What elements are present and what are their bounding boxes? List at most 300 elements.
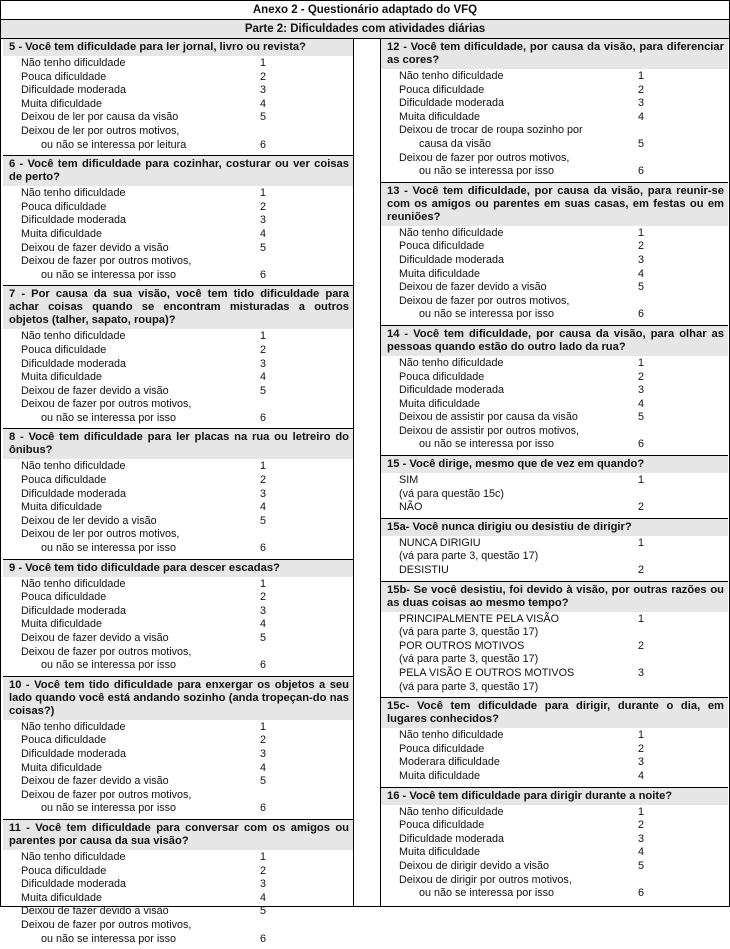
answer-option: [387, 474, 724, 488]
option-label: Deixou de fazer devido a visão: [21, 905, 169, 918]
answer-option: [9, 775, 349, 789]
option-label: Muita dificuldade: [21, 97, 103, 110]
option-label: Não tenho dificuldade: [399, 805, 504, 818]
option-code: 3: [637, 756, 644, 769]
option-label: Muita dificuldade: [399, 267, 481, 280]
option-code: 1: [637, 474, 644, 487]
option-label: Pouca dificuldade: [21, 591, 107, 604]
answer-option: [387, 846, 724, 860]
question-block: [3, 429, 353, 559]
answer-option: [9, 865, 349, 879]
question-text: 10 - Você tem tido dificuldade para enxergar os objetos a seu lado quando você está andando sozinho (anda tropeçan-do nas coisas?): [3, 677, 353, 720]
option-label: Não tenho dificuldade: [21, 57, 126, 69]
question-block: [3, 39, 353, 156]
option-label: Muita dificuldade: [399, 769, 481, 782]
option-code: 4: [637, 397, 644, 410]
option-label: Muita dificuldade: [21, 227, 103, 240]
option-code: 3: [259, 604, 266, 617]
answer-option: [9, 187, 349, 201]
question-text: 13 - Você tem dificuldade, por causa da visão, para reunir-se com os amigos ou parentes em suas casas, em festas ou em reuniões?: [381, 183, 728, 226]
answer-option: [9, 632, 349, 646]
option-label: Pouca dificuldade: [399, 370, 485, 383]
answer-option: [9, 515, 349, 529]
answer-option: [9, 98, 349, 112]
option-label: Deixou de fazer devido a visão: [21, 632, 169, 644]
option-code: 4: [259, 761, 266, 774]
question-block: [381, 788, 728, 904]
answer-option: [387, 564, 724, 578]
option-label: Dificuldade moderada: [399, 832, 505, 845]
answer-option: [9, 578, 349, 592]
option-code: 3: [259, 878, 266, 891]
option-code: 5: [259, 514, 266, 527]
answer-option: [9, 330, 349, 344]
answer-option: [387, 371, 724, 385]
answer-option: [9, 269, 349, 283]
option-code: 2: [637, 564, 644, 577]
option-code: 1: [259, 850, 266, 863]
answer-option: [387, 653, 724, 667]
option-code: [243, 646, 283, 660]
option-code: 6: [259, 932, 266, 945]
question-text: 6 - Você tem dificuldade para cozinhar, costurar ou ver coisas de perto?: [3, 156, 353, 186]
option-code: [621, 425, 661, 439]
answer-option: [387, 770, 724, 784]
option-label: Dificuldade moderada: [21, 747, 127, 760]
option-code: 2: [637, 370, 644, 383]
answer-option: [387, 357, 724, 371]
question-block: [381, 456, 728, 519]
option-label: Não tenho dificuldade: [399, 226, 504, 239]
option-label: Deixou de fazer por outros motivos,: [21, 788, 192, 801]
option-code: [621, 152, 661, 166]
answer-option: [9, 488, 349, 502]
answer-option: [387, 743, 724, 757]
answer-option: [9, 111, 349, 125]
question-text: 14 - Você tem dificuldade, por causa da visão, para olhar as pessoas quando estão do outro lado da rua?: [381, 326, 728, 356]
option-code: 2: [259, 591, 266, 604]
option-code: 2: [637, 742, 644, 755]
option-code: 1: [259, 577, 266, 590]
answer-option: [9, 878, 349, 892]
option-label: Não tenho dificuldade: [21, 187, 126, 200]
question-text: 15b- Se você desistiu, foi devido à visão, por outras razões ou as duas coisas ao mesmo tempo?: [381, 582, 728, 612]
answer-option: [387, 384, 724, 398]
option-code: 3: [637, 832, 644, 845]
option-code: [243, 255, 283, 269]
answer-option: [9, 605, 349, 619]
answer-option: [9, 892, 349, 906]
option-code: [243, 789, 283, 803]
option-code: 5: [637, 411, 644, 424]
answer-option: [387, 819, 724, 833]
answer-option: [387, 425, 724, 439]
option-code: 3: [637, 97, 644, 110]
option-label: (vá para parte 3, questão 17): [399, 626, 539, 639]
option-code: 3: [259, 487, 266, 500]
question-block: [3, 677, 353, 820]
option-label: POR OUTROS MOTIVOS: [399, 639, 525, 652]
option-code: 3: [259, 747, 266, 760]
answer-option: [387, 165, 724, 179]
option-code: [621, 626, 661, 640]
option-label: Pouca dificuldade: [21, 70, 107, 83]
answer-option: [9, 659, 349, 673]
option-label: Não tenho dificuldade: [21, 460, 126, 473]
answer-option: [9, 646, 349, 660]
option-label: ou não se interessa por isso: [419, 887, 555, 900]
answer-option: [9, 460, 349, 474]
answer-option: [9, 201, 349, 215]
option-code: 2: [259, 70, 266, 83]
answer-option: [9, 542, 349, 556]
option-label: Não tenho dificuldade: [399, 729, 504, 742]
answer-option: [387, 833, 724, 847]
option-code: 6: [259, 659, 266, 672]
option-label: Muita dificuldade: [21, 501, 103, 514]
option-code: 3: [259, 357, 266, 370]
option-code: 2: [637, 240, 644, 253]
option-code: 6: [259, 411, 266, 424]
option-code: 3: [637, 667, 644, 679]
option-label: Deixou de fazer por outros motivos,: [399, 151, 570, 164]
option-label: Dificuldade moderada: [399, 253, 505, 266]
option-label: PRINCIPALMENTE PELA VISÃO: [399, 612, 560, 625]
option-code: 6: [259, 138, 266, 151]
answer-option: [9, 228, 349, 242]
option-code: 3: [637, 253, 644, 266]
answer-option: [9, 721, 349, 735]
option-code: 1: [259, 330, 266, 343]
option-label: Deixou de fazer por outros motivos,: [21, 255, 192, 268]
right-column: [380, 39, 728, 907]
answer-option: [9, 748, 349, 762]
question-block: [381, 183, 728, 326]
option-code: 1: [637, 612, 644, 625]
answer-option: [387, 227, 724, 241]
option-label: Deixou de assistir por outros motivos,: [399, 424, 580, 437]
answer-option: [9, 344, 349, 358]
option-code: 4: [259, 227, 266, 240]
answer-option: [387, 308, 724, 322]
option-label: ou não se interessa por isso: [41, 659, 177, 672]
answer-option: [9, 734, 349, 748]
option-label: Deixou de fazer por outros motivos,: [21, 645, 192, 658]
question-text: 15c- Você tem dificuldade para dirigir, durante o dia, em lugares conhecidos?: [381, 698, 728, 728]
option-label: Dificuldade moderada: [21, 878, 127, 891]
option-label: (vá para parte 3, questão 17): [399, 680, 539, 693]
question-block: [3, 286, 353, 429]
option-label: causa da visão: [419, 137, 492, 150]
option-code: 1: [259, 57, 266, 69]
option-code: [621, 124, 661, 138]
answer-option: [387, 626, 724, 640]
option-label: Deixou de fazer por outros motivos,: [21, 398, 192, 411]
question-block: [381, 582, 728, 699]
option-code: 2: [259, 734, 266, 747]
option-label: Deixou de fazer devido a visão: [21, 775, 169, 788]
answer-option: [387, 152, 724, 166]
answer-option: [9, 905, 349, 919]
option-label: ou não se interessa por isso: [41, 932, 177, 945]
option-code: [243, 398, 283, 412]
answer-option: [9, 501, 349, 515]
option-label: Muita dificuldade: [21, 618, 103, 631]
option-code: 1: [259, 187, 266, 200]
answer-option: [387, 70, 724, 84]
answer-option: [387, 729, 724, 743]
option-label: NUNCA DIRIGIU: [399, 536, 481, 549]
question-block: [381, 519, 728, 582]
option-code: 1: [637, 356, 644, 369]
option-code: 5: [637, 859, 644, 872]
option-label: Deixou de fazer devido a visão: [399, 281, 547, 294]
answer-option: [387, 860, 724, 874]
answer-option: [9, 789, 349, 803]
option-label: Deixou de assistir por causa da visão: [399, 411, 578, 424]
answer-option: [387, 806, 724, 820]
option-label: Deixou de ler por outros motivos,: [21, 528, 180, 541]
option-label: Deixou de dirigir devido a visão: [399, 859, 550, 872]
option-code: 1: [637, 536, 644, 549]
option-label: Deixou de trocar de roupa sozinho por: [399, 124, 583, 137]
option-code: 1: [637, 805, 644, 818]
option-code: 3: [637, 384, 644, 397]
option-code: 1: [637, 70, 644, 82]
option-label: Muita dificuldade: [399, 397, 481, 410]
question-block: [381, 326, 728, 456]
answer-option: [9, 398, 349, 412]
answer-option: [9, 933, 349, 947]
option-code: 2: [259, 864, 266, 877]
option-label: Deixou de fazer devido a visão: [21, 241, 169, 254]
question-text: 15 - Você dirige, mesmo que de vez em quando?: [381, 456, 728, 473]
answer-option: [9, 358, 349, 372]
option-code: 5: [259, 905, 266, 918]
option-label: PELA VISÃO E OUTROS MOTIVOS: [399, 667, 575, 679]
option-label: Deixou de fazer por outros motivos,: [21, 918, 192, 931]
answer-option: [387, 756, 724, 770]
option-label: Deixou de fazer por outros motivos,: [399, 294, 570, 307]
option-label: Dificuldade moderada: [399, 97, 505, 110]
answer-option: [387, 111, 724, 125]
answer-option: [387, 488, 724, 502]
option-label: Pouca dificuldade: [399, 742, 485, 755]
option-code: 2: [637, 501, 644, 514]
answer-option: [9, 242, 349, 256]
answer-option: [9, 851, 349, 865]
answer-option: [387, 254, 724, 268]
option-label: Pouca dificuldade: [399, 83, 485, 96]
option-code: 2: [259, 343, 266, 356]
option-label: DESISTIU: [399, 564, 449, 577]
option-label: ou não se interessa por isso: [419, 165, 555, 178]
option-label: Pouca dificuldade: [21, 734, 107, 747]
option-label: Não tenho dificuldade: [399, 70, 504, 82]
question-block: [3, 820, 353, 949]
option-label: Moderara dificuldade: [399, 756, 500, 769]
answer-option: [387, 281, 724, 295]
option-code: [621, 295, 661, 309]
answer-option: [9, 474, 349, 488]
option-label: (vá para questão 15c): [399, 487, 505, 500]
answer-option: [9, 57, 349, 71]
answer-option: [387, 84, 724, 98]
option-label: Dificuldade moderada: [21, 214, 127, 227]
option-code: 6: [637, 165, 644, 178]
option-label: ou não se interessa por leitura: [41, 138, 187, 151]
answer-option: [9, 255, 349, 269]
option-label: Muita dificuldade: [21, 761, 103, 774]
option-code: 4: [259, 891, 266, 904]
option-code: [243, 528, 283, 542]
answer-option: [387, 124, 724, 138]
option-code: 4: [637, 267, 644, 280]
answer-option: [387, 501, 724, 515]
option-code: 2: [259, 474, 266, 487]
question-block: [381, 39, 728, 183]
option-label: Dificuldade moderada: [21, 357, 127, 370]
option-code: [621, 681, 661, 695]
option-label: Muita dificuldade: [399, 846, 481, 859]
option-code: 5: [259, 632, 266, 644]
answer-option: [9, 919, 349, 933]
option-code: 5: [637, 137, 644, 150]
option-code: 6: [259, 542, 266, 555]
option-code: 6: [637, 438, 644, 451]
option-label: ou não se interessa por isso: [41, 268, 177, 281]
answer-option: [9, 618, 349, 632]
answer-option: [9, 528, 349, 542]
option-label: Pouca dificuldade: [21, 200, 107, 213]
question-text: 7 - Por causa da sua visão, você tem tido dificuldade para achar coisas quando se encontram misturadas a outros objetos (talher, sapato, roupa)?: [3, 286, 353, 329]
option-code: 6: [637, 887, 644, 900]
option-label: NÃO: [399, 501, 423, 514]
answer-option: [9, 214, 349, 228]
option-label: Deixou de fazer devido a visão: [21, 384, 169, 397]
option-code: 1: [259, 720, 266, 733]
question-block: [3, 156, 353, 286]
option-label: Pouca dificuldade: [399, 819, 485, 832]
part-heading: Parte 2: Dificuldades com atividades diárias: [1, 20, 729, 39]
option-label: Deixou de ler por outros motivos,: [21, 124, 180, 137]
answer-option: [387, 438, 724, 452]
answer-option: [387, 667, 724, 681]
option-code: [243, 125, 283, 139]
option-code: 4: [637, 110, 644, 123]
option-label: ou não se interessa por isso: [419, 308, 555, 321]
answer-option: [387, 97, 724, 111]
option-label: Não tenho dificuldade: [399, 356, 504, 369]
answer-option: [9, 591, 349, 605]
option-label: (vá para parte 3, questão 17): [399, 550, 539, 563]
option-code: 4: [259, 618, 266, 631]
answer-option: [387, 240, 724, 254]
option-label: ou não se interessa por isso: [41, 411, 177, 424]
question-text: 9 - Você tem tido dificuldade para descer escadas?: [3, 560, 353, 577]
answer-option: [387, 295, 724, 309]
option-code: 6: [259, 268, 266, 281]
option-code: [243, 919, 283, 933]
question-block: [381, 698, 728, 787]
option-label: Pouca dificuldade: [21, 474, 107, 487]
option-label: (vá para parte 3, questão 17): [399, 653, 539, 666]
option-label: Muita dificuldade: [21, 891, 103, 904]
option-label: Deixou de ler por causa da visão: [21, 111, 179, 124]
answer-option: [9, 371, 349, 385]
option-code: [621, 653, 661, 667]
option-code: 2: [637, 83, 644, 96]
option-code: 1: [637, 729, 644, 742]
option-code: 1: [637, 226, 644, 239]
answer-option: [387, 550, 724, 564]
option-code: 5: [637, 281, 644, 294]
answer-option: [387, 268, 724, 282]
option-label: Pouca dificuldade: [21, 343, 107, 356]
option-code: 5: [259, 775, 266, 788]
option-label: Não tenho dificuldade: [21, 720, 126, 733]
answer-option: [387, 138, 724, 152]
option-code: 4: [637, 769, 644, 782]
answer-option: [9, 125, 349, 139]
option-label: Muita dificuldade: [399, 110, 481, 123]
option-code: 4: [259, 371, 266, 384]
option-label: Pouca dificuldade: [21, 864, 107, 877]
answer-option: [387, 411, 724, 425]
option-label: SIM: [399, 474, 419, 487]
question-text: 15a- Você nunca dirigiu ou desistiu de dirigir?: [381, 519, 728, 536]
option-label: Não tenho dificuldade: [21, 577, 126, 590]
answer-option: [387, 874, 724, 888]
answer-option: [387, 681, 724, 695]
answer-option: [387, 887, 724, 901]
option-code: [621, 488, 661, 502]
answer-option: [9, 762, 349, 776]
question-text: 11 - Você tem dificuldade para conversar com os amigos ou parentes por causa da sua visão?: [3, 820, 353, 850]
option-label: ou não se interessa por isso: [41, 802, 177, 815]
option-code: 5: [259, 384, 266, 397]
left-column: [3, 39, 354, 945]
option-code: 5: [259, 111, 266, 124]
option-code: 6: [637, 308, 644, 321]
columns: [1, 39, 729, 945]
option-code: 3: [259, 214, 266, 227]
option-label: ou não se interessa por isso: [41, 542, 177, 555]
annex-title: Anexo 2 - Questionário adaptado do VFQ: [1, 1, 729, 20]
option-label: Deixou de ler devido a visão: [21, 514, 157, 527]
answer-option: [387, 537, 724, 551]
option-label: Não tenho dificuldade: [21, 330, 126, 343]
option-code: 3: [259, 84, 266, 97]
option-code: 6: [259, 802, 266, 815]
answer-option: [9, 385, 349, 399]
option-label: Muita dificuldade: [21, 371, 103, 384]
option-label: Não tenho dificuldade: [21, 850, 126, 863]
question-block: [3, 560, 353, 677]
option-code: 4: [259, 501, 266, 514]
answer-option: [9, 84, 349, 98]
option-code: 1: [259, 460, 266, 473]
option-code: [621, 550, 661, 564]
option-label: Dificuldade moderada: [21, 604, 127, 617]
option-label: Pouca dificuldade: [399, 240, 485, 253]
option-code: 5: [259, 241, 266, 254]
question-text: 8 - Você tem dificuldade para ler placas na rua ou letreiro do ônibus?: [3, 429, 353, 459]
question-text: 5 - Você tem dificuldade para ler jornal, livro ou revista?: [3, 39, 353, 56]
option-label: ou não se interessa por isso: [419, 438, 555, 451]
option-code: 2: [259, 200, 266, 213]
answer-option: [9, 71, 349, 85]
